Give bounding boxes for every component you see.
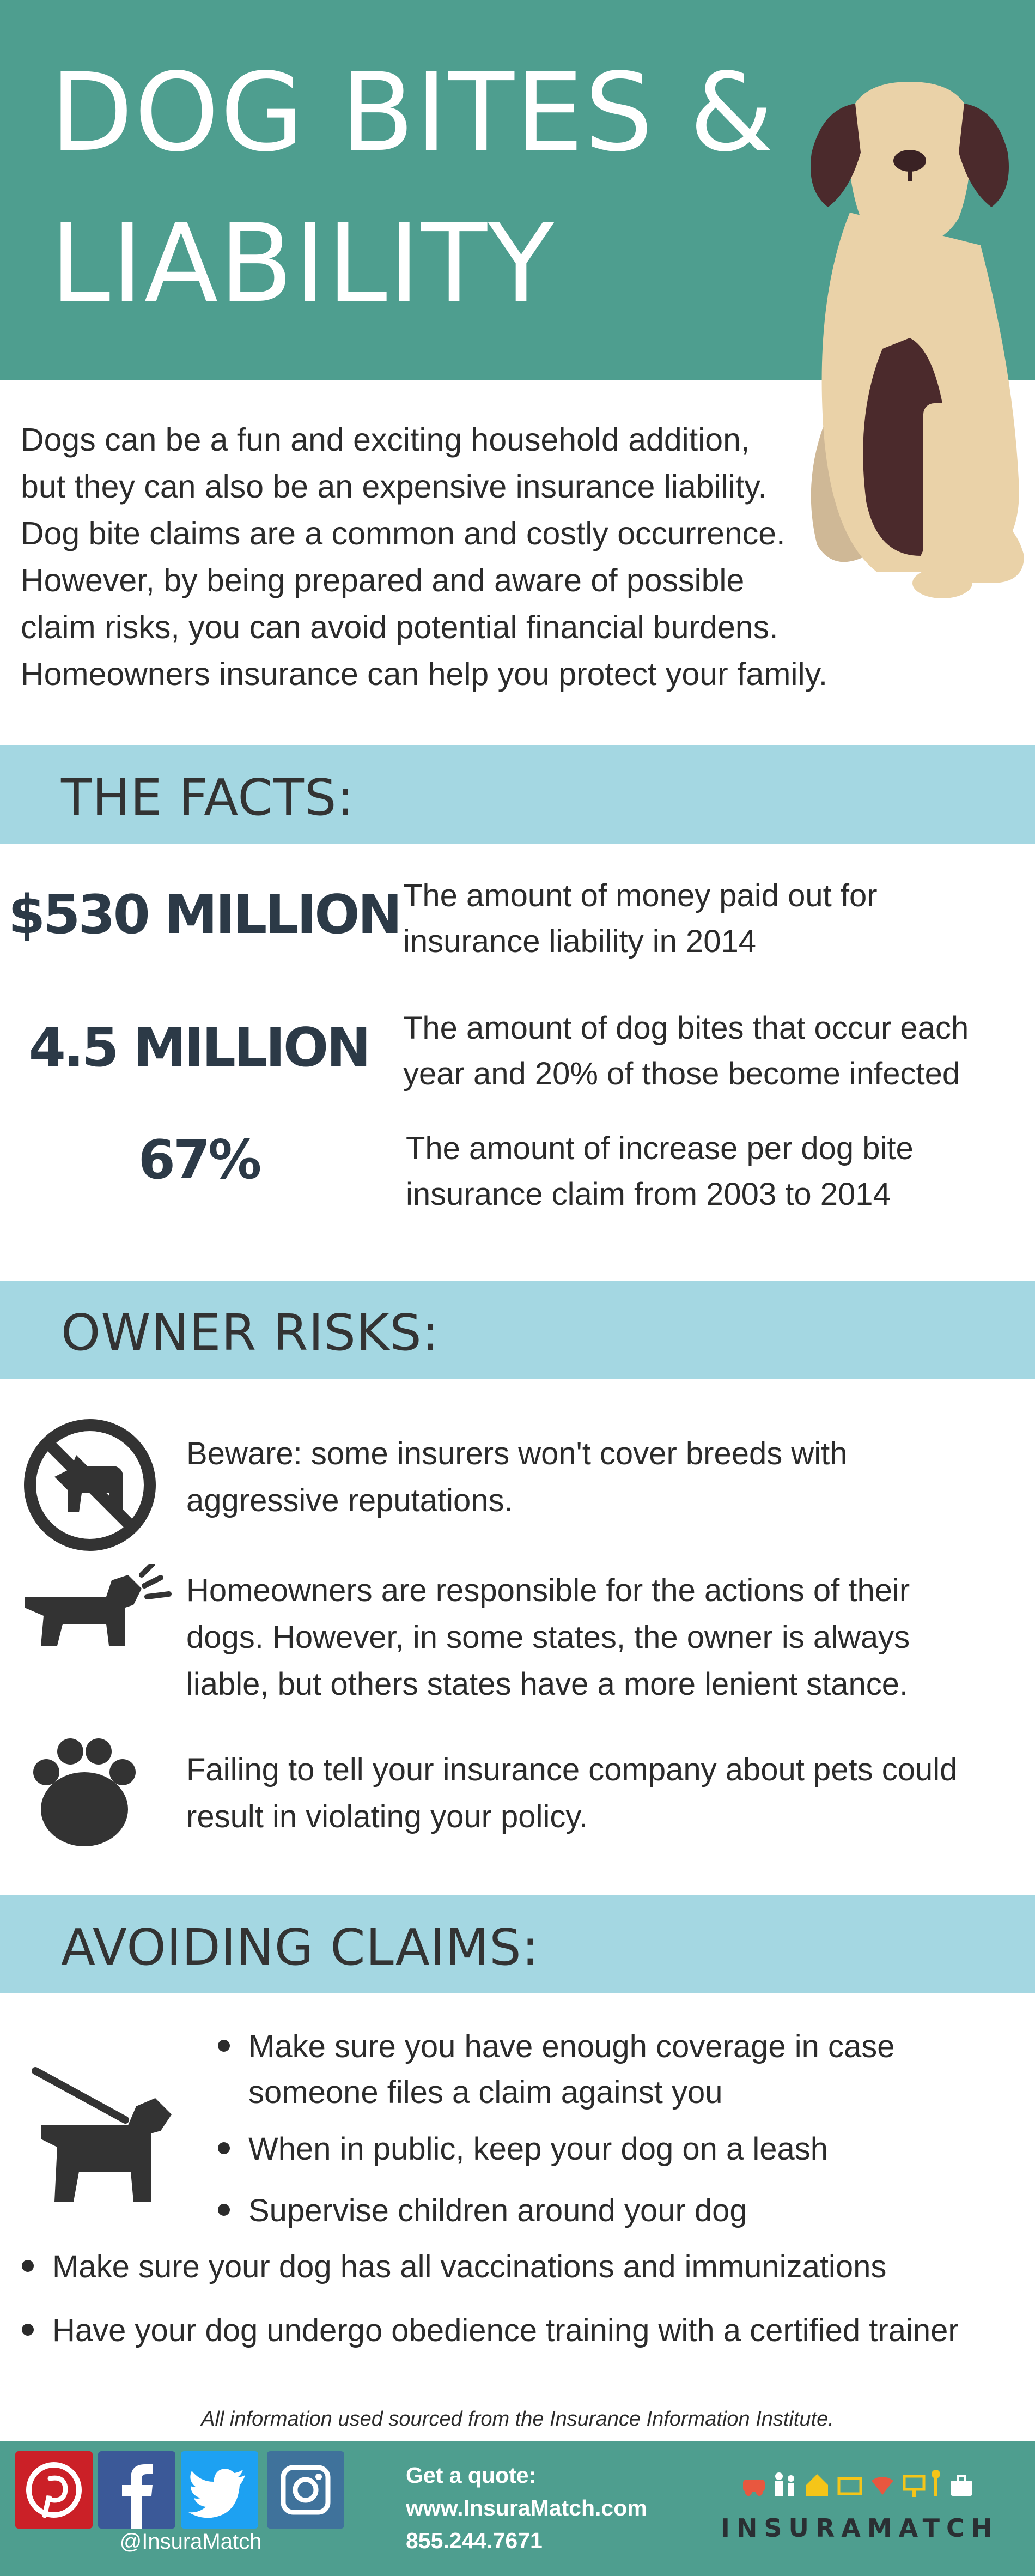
phone-number[interactable]: 855.244.7671	[406, 2528, 543, 2553]
fact-value: 4.5 MILLION	[28, 1017, 369, 1079]
fact-description	[406, 1126, 1035, 1217]
facebook-glyph	[98, 2451, 175, 2529]
intro-line: but they can also be an expensive insurance liability.	[21, 469, 767, 505]
intro-line: claim risks, you can avoid potential financial burdens.	[21, 609, 778, 645]
bullet-dot	[22, 2324, 34, 2336]
fact-value: 67%	[138, 1129, 260, 1191]
no-dogs-icon	[22, 1417, 158, 1553]
fact-description	[403, 873, 1035, 965]
leashed-dog-icon	[30, 2060, 193, 2202]
risk-line: Beware: some insurers won't cover breeds with	[186, 1436, 848, 1471]
risk-line: liable, but others states have a more lenient stance.	[186, 1666, 909, 1702]
pinterest-glyph	[15, 2451, 93, 2529]
bullet-text: Make sure your dog has all vaccinations and immunizations	[52, 2249, 887, 2284]
paw-print-icon	[30, 1733, 139, 1847]
twitter-icon[interactable]	[181, 2451, 258, 2529]
fact-line: insurance claim from 2003 to 2014	[406, 1177, 891, 1212]
instagram-icon[interactable]	[267, 2451, 344, 2529]
pinterest-icon[interactable]	[15, 2451, 93, 2529]
intro-line: Homeowners insurance can help you protect your family.	[21, 656, 828, 692]
risk-line: Homeowners are responsible for the actions of their	[186, 1573, 910, 1608]
bullet-text: When in public, keep your dog on a leash	[248, 2131, 829, 2167]
bullet-text: Make sure you have enough coverage in case	[248, 2029, 895, 2064]
title-line-1: DOG BITES &	[50, 50, 775, 175]
twitter-bird-glyph	[181, 2451, 258, 2529]
avoid-bullet	[218, 2126, 828, 2172]
avoid-bullet	[218, 2188, 747, 2234]
risk-item	[186, 1747, 1014, 1840]
fact-line: year and 20% of those become infected	[403, 1056, 960, 1092]
avoiding-title: AVOIDING CLAIMS:	[61, 1918, 539, 1977]
social-handle[interactable]: @InsuraMatch	[119, 2530, 262, 2554]
instagram-glyph	[267, 2451, 344, 2529]
facts-title: THE FACTS:	[61, 768, 355, 827]
avoid-bullet	[22, 2244, 886, 2290]
source-note: All information used sourced from the Insurance Information Institute.	[201, 2408, 834, 2430]
risks-title: OWNER RISKS:	[61, 1304, 440, 1362]
intro-paragraph	[21, 416, 838, 698]
risk-line: result in violating your policy.	[186, 1799, 588, 1834]
fact-line: The amount of money paid out for	[403, 878, 878, 913]
bullet-text: Have your dog undergo obedience training with a certified trainer	[52, 2313, 959, 2348]
title-line-2: LIABILITY	[50, 201, 555, 326]
insurance-category-icons	[741, 2469, 981, 2501]
facebook-icon[interactable]	[98, 2451, 175, 2529]
avoid-bullet	[218, 2024, 926, 2116]
risk-line: Failing to tell your insurance company about pets could	[186, 1752, 958, 1787]
risk-line: dogs. However, in some states, the owner is always	[186, 1620, 910, 1655]
fact-line: The amount of dog bites that occur each	[403, 1010, 969, 1046]
website-link[interactable]: www.InsuraMatch.com	[406, 2495, 647, 2520]
intro-line: However, by being prepared and aware of possible	[21, 562, 745, 598]
bullet-text: someone files a claim against you	[248, 2075, 723, 2110]
fact-value: $530 MILLION	[8, 884, 400, 946]
intro-line: Dog bite claims are a common and costly occurrence.	[21, 516, 786, 551]
brand-logo[interactable]: INSURAMATCH	[720, 2513, 999, 2543]
bullet-dot	[218, 2142, 230, 2154]
avoid-bullet	[22, 2308, 959, 2354]
barking-dog-icon	[19, 1564, 182, 1646]
intro-line: Dogs can be a fun and exciting household addition,	[21, 422, 750, 458]
fact-line: insurance liability in 2014	[403, 924, 757, 959]
bullet-dot	[22, 2260, 34, 2272]
bullet-dot	[218, 2040, 230, 2052]
bullet-text: Supervise children around your dog	[248, 2193, 747, 2228]
fact-description	[403, 1005, 1035, 1097]
bullet-dot	[218, 2204, 230, 2216]
quote-label: Get a quote:	[406, 2463, 537, 2488]
risk-item	[186, 1567, 1014, 1708]
quote-block	[406, 2459, 647, 2557]
risk-line: aggressive reputations.	[186, 1483, 513, 1518]
fact-line: The amount of increase per dog bite	[406, 1131, 914, 1166]
risk-item	[186, 1431, 1014, 1524]
